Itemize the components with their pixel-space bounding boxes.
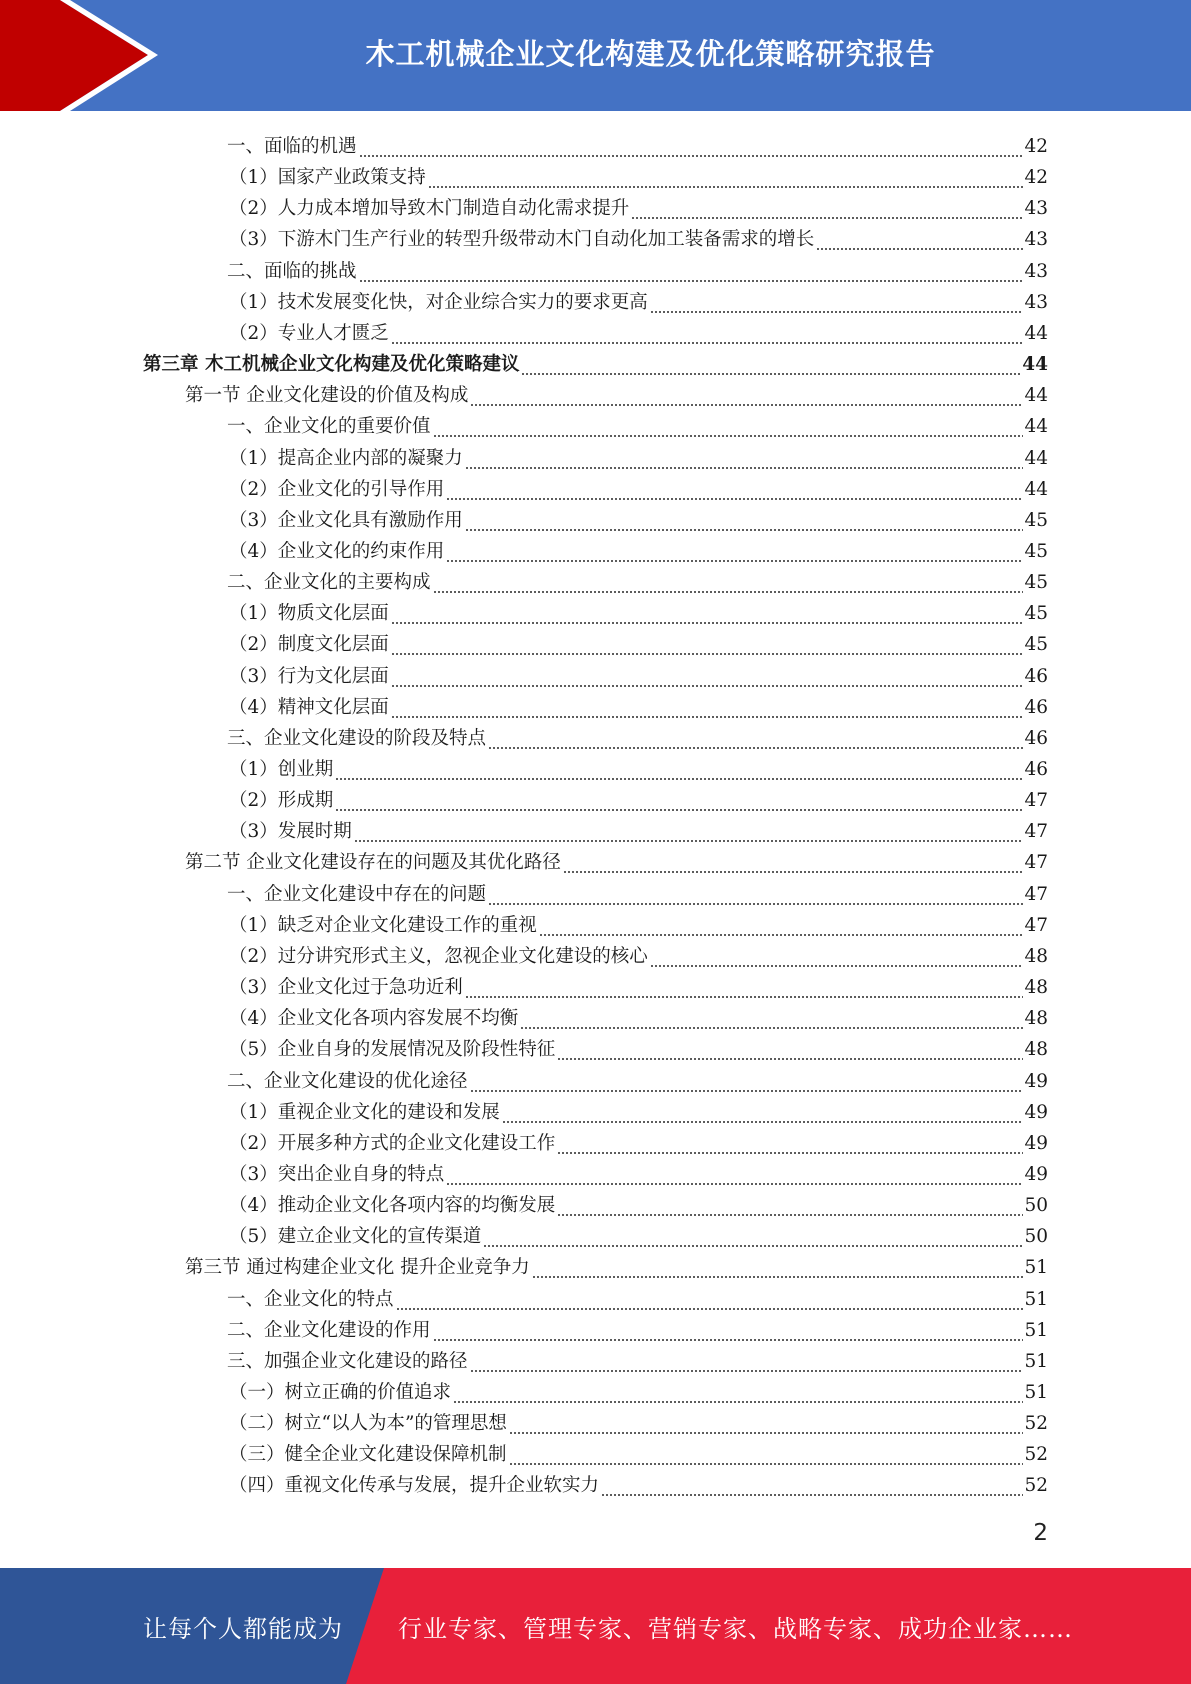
toc-entry-row[interactable] [227,253,1048,284]
toc-dot-leader [433,571,1024,595]
toc-entry-title: （2）过分讲究形式主义，忽视企业文化建设的核心 [229,946,648,967]
toc-entry-row[interactable] [229,751,1048,782]
toc-dot-leader [509,1443,1024,1467]
page-footer [0,1568,1191,1684]
toc-dot-leader [354,820,1024,844]
toc-entry-row[interactable] [229,533,1048,564]
toc-entry-row[interactable] [227,1312,1048,1343]
toc-entry-page: 48 [1024,977,1048,998]
toc-entry-title: （1）技术发展变化快，对企业综合实力的要求更高 [229,292,648,313]
toc-entry-row[interactable] [229,938,1048,969]
toc-entry-row[interactable] [227,564,1048,595]
toc-entry-title: （2）制度文化层面 [229,634,389,655]
toc-entry-page: 45 [1024,541,1048,562]
toc-dot-leader [532,1256,1024,1280]
toc-dot-leader [488,727,1023,751]
document-title: 木工机械企业文化构建及优化策略研究报告 [365,36,936,71]
toc-entry-page: 44 [1024,448,1048,469]
toc-entry-row[interactable] [229,1467,1048,1498]
toc-entry-page: 45 [1024,572,1048,593]
toc-dot-leader [335,789,1023,813]
toc-entry-page: 47 [1024,915,1048,936]
toc-dot-leader [396,1288,1024,1312]
toc-entry-row[interactable] [229,190,1048,221]
toc-entry-title: （4）推动企业文化各项内容的均衡发展 [229,1195,556,1216]
toc-entry-page: 52 [1024,1475,1048,1496]
toc-entry-title: 二、企业文化建设的作用 [227,1320,431,1341]
toc-dot-leader [359,135,1024,159]
page-number: 2 [1033,1520,1048,1546]
toc-entry-row[interactable] [229,1031,1048,1062]
toc-entry-row[interactable] [229,1374,1048,1405]
toc-entry-page: 50 [1024,1226,1048,1247]
toc-entry-title: （5）建立企业文化的宣传渠道 [229,1226,482,1247]
toc-entry-row[interactable] [229,1125,1048,1156]
toc-entry-title: （四）重视文化传承与发展，提升企业软实力 [229,1475,600,1496]
toc-entry-page: 43 [1024,198,1048,219]
footer-slogan-left: 让每个人都能成为 [143,1614,343,1643]
toc-entry-title: （2）开展多种方式的企业文化建设工作 [229,1133,556,1154]
toc-entry-title: （2）企业文化的引导作用 [229,479,445,500]
toc-dot-leader [428,166,1024,190]
toc-dot-leader [465,447,1024,471]
toc-dot-leader [509,1412,1024,1436]
toc-entry-row[interactable] [229,1218,1048,1249]
toc-entry-title: 第二节 企业文化建设存在的问题及其优化路径 [185,852,561,873]
toc-dot-leader [391,602,1024,626]
toc-entry-page: 43 [1024,261,1048,282]
toc-entry-title: 三、企业文化建设的阶段及特点 [227,728,487,749]
toc-entry-row[interactable] [229,1000,1048,1031]
toc-entry-title: 一、企业文化的重要价值 [227,416,431,437]
toc-entry-page: 46 [1024,697,1048,718]
toc-dot-leader [446,540,1023,564]
toc-entry-page: 51 [1024,1320,1048,1341]
toc-dot-leader [446,478,1023,502]
toc-dot-leader [391,633,1024,657]
toc-entry-title: （2）专业人才匮乏 [229,323,389,344]
toc-entry-page: 44 [1024,416,1048,437]
toc-entry-page: 48 [1024,1008,1048,1029]
toc-entry-title: 第三节 通过构建企业文化 提升企业竞争力 [185,1257,530,1278]
toc-entry-row[interactable] [229,1405,1048,1436]
toc-entry-page: 52 [1024,1413,1048,1434]
toc-entry-title: （三）健全企业文化建设保障机制 [229,1444,507,1465]
toc-dot-leader [557,1132,1023,1156]
toc-entry-row[interactable] [227,128,1048,159]
toc-dot-leader [816,228,1023,252]
footer-slogan-right: 行业专家、管理专家、营销专家、战略专家、成功企业家…… [398,1614,1073,1643]
toc-entry-row[interactable] [229,159,1048,190]
toc-entry-title: （3）企业文化具有激励作用 [229,510,463,531]
toc-entry-page: 44 [1024,479,1048,500]
toc-entry-title: （1）重视企业文化的建设和发展 [229,1102,500,1123]
toc-dot-leader [465,976,1024,1000]
toc-entry-title: （3）企业文化过于急功近利 [229,977,463,998]
toc-entry-row[interactable] [227,720,1048,751]
toc-entry-title: （1）物质文化层面 [229,603,389,624]
toc-entry-title: 二、面临的挑战 [227,261,357,282]
toc-entry-row[interactable] [229,221,1048,252]
toc-entry-row[interactable] [229,284,1048,315]
toc-entry-title: （4）精神文化层面 [229,697,389,718]
toc-dot-leader [470,1350,1024,1374]
toc-entry-title: 第三章 木工机械企业文化构建及优化策略建议 [143,354,520,375]
toc-dot-leader [453,1381,1023,1405]
toc-entry-row[interactable] [229,1094,1048,1125]
toc-entry-title: （二）树立“以人为本”的管理思想 [229,1413,507,1434]
toc-entry-row[interactable] [227,876,1048,907]
toc-entry-row[interactable] [227,408,1048,439]
toc-entry-row[interactable] [185,1249,1048,1280]
toc-entry-page: 49 [1024,1071,1048,1092]
toc-entry-title: （3）突出企业自身的特点 [229,1164,445,1185]
toc-entry-title: （1）缺乏对企业文化建设工作的重视 [229,915,537,936]
toc-dot-leader [650,291,1024,315]
toc-dot-leader [446,1163,1023,1187]
toc-dot-leader [557,1194,1023,1218]
toc-dot-leader [557,1038,1023,1062]
toc-entry-row[interactable] [229,440,1048,471]
toc-entry-row[interactable] [227,1343,1048,1374]
toc-entry-row[interactable] [229,1187,1048,1218]
toc-dot-leader [433,415,1024,439]
toc-chapter-row[interactable] [143,346,1048,377]
toc-entry-page: 47 [1024,884,1048,905]
page-header [0,0,1191,111]
toc-entry-page: 46 [1024,666,1048,687]
toc-entry-title: （2）形成期 [229,790,334,811]
toc-entry-page: 52 [1024,1444,1048,1465]
toc-entry-row[interactable] [229,1436,1048,1467]
toc-entry-page: 49 [1024,1164,1048,1185]
toc-entry-row[interactable] [229,813,1048,844]
toc-entry-row[interactable] [229,782,1048,813]
toc-entry-row[interactable] [229,689,1048,720]
toc-entry-title: 一、企业文化的特点 [227,1289,394,1310]
toc-dot-leader [359,260,1024,284]
toc-entry-page: 46 [1024,728,1048,749]
toc-entry-title: （3）发展时期 [229,821,352,842]
toc-entry-page: 43 [1024,229,1048,250]
toc-entry-page: 45 [1024,603,1048,624]
toc-entry-page: 42 [1024,136,1048,157]
toc-entry-row[interactable] [185,377,1048,408]
toc-entry-row[interactable] [229,907,1048,938]
toc-entry-page: 44 [1024,385,1048,406]
toc-entry-title: （5）企业自身的发展情况及阶段性特征 [229,1039,556,1060]
toc-dot-leader [521,353,1021,377]
toc-entry-page: 47 [1024,790,1048,811]
chevron-red-shape [0,0,148,111]
toc-dot-leader [539,914,1024,938]
toc-dot-leader [520,1007,1023,1031]
toc-dot-leader [465,509,1024,533]
toc-entry-page: 44 [1024,323,1048,344]
toc-dot-leader [470,1070,1024,1094]
toc-entry-page: 42 [1024,167,1048,188]
toc-entry-row[interactable] [229,502,1048,533]
toc-entry-page: 47 [1024,821,1048,842]
toc-entry-page: 50 [1024,1195,1048,1216]
toc-entry-title: （3）行为文化层面 [229,666,389,687]
toc-dot-leader [601,1474,1023,1498]
toc-entry-title: （1）国家产业政策支持 [229,167,426,188]
toc-entry-title: 二、企业文化建设的优化途径 [227,1071,468,1092]
toc-entry-title: （2）人力成本增加导致木门制造自动化需求提升 [229,198,630,219]
toc-entry-page: 48 [1024,946,1048,967]
toc-entry-title: （3）下游木门生产行业的转型升级带动木门自动化加工装备需求的增长 [229,229,815,250]
toc-entry-title: 一、面临的机遇 [227,136,357,157]
toc-entry-row[interactable] [185,844,1048,875]
toc-entry-title: 三、加强企业文化建设的路径 [227,1351,468,1372]
toc-dot-leader [433,1319,1024,1343]
toc-dot-leader [391,696,1024,720]
toc-entry-page: 45 [1024,634,1048,655]
toc-entry-page: 47 [1024,852,1048,873]
header-chevron-icon [0,0,160,111]
toc-entry-title: （1）提高企业内部的凝聚力 [229,448,463,469]
toc-entry-page: 49 [1024,1133,1048,1154]
toc-entry-row[interactable] [229,1156,1048,1187]
toc-entry-title: 第一节 企业文化建设的价值及构成 [185,385,469,406]
toc-dot-leader [563,851,1024,875]
toc-entry-title: 一、企业文化建设中存在的问题 [227,884,487,905]
toc-entry-title: （一）树立正确的价值追求 [229,1382,452,1403]
toc-entry-page: 51 [1024,1382,1048,1403]
toc-entry-page: 43 [1024,292,1048,313]
toc-entry-title: （4）企业文化各项内容发展不均衡 [229,1008,519,1029]
toc-dot-leader [502,1101,1024,1125]
toc-entry-page: 46 [1024,759,1048,780]
toc-entry-page: 48 [1024,1039,1048,1060]
toc-entry-page: 51 [1024,1289,1048,1310]
toc-entry-page: 49 [1024,1102,1048,1123]
toc-dot-leader [650,945,1024,969]
toc-entry-page: 45 [1024,510,1048,531]
toc-entry-page: 51 [1024,1351,1048,1372]
toc-entry-title: 二、企业文化的主要构成 [227,572,431,593]
toc-entry-title: （1）创业期 [229,759,334,780]
toc-dot-leader [483,1225,1023,1249]
toc-entry-row[interactable] [229,969,1048,1000]
toc-entry-row[interactable] [229,658,1048,689]
toc-entry-row[interactable] [229,595,1048,626]
toc-entry-page: 51 [1024,1257,1048,1278]
toc-dot-leader [631,197,1023,221]
toc-dot-leader [391,665,1024,689]
toc-dot-leader [391,322,1024,346]
toc-entry-row[interactable] [229,626,1048,657]
toc-entry-row[interactable] [227,1281,1048,1312]
toc-dot-leader [488,883,1023,907]
toc-entry-title: （4）企业文化的约束作用 [229,541,445,562]
toc-entry-row[interactable] [229,471,1048,502]
toc-entry-page: 44 [1022,354,1048,375]
toc-entry-row[interactable] [227,1063,1048,1094]
toc-dot-leader [335,758,1023,782]
toc-dot-leader [470,384,1023,408]
toc-entry-row[interactable] [229,315,1048,346]
